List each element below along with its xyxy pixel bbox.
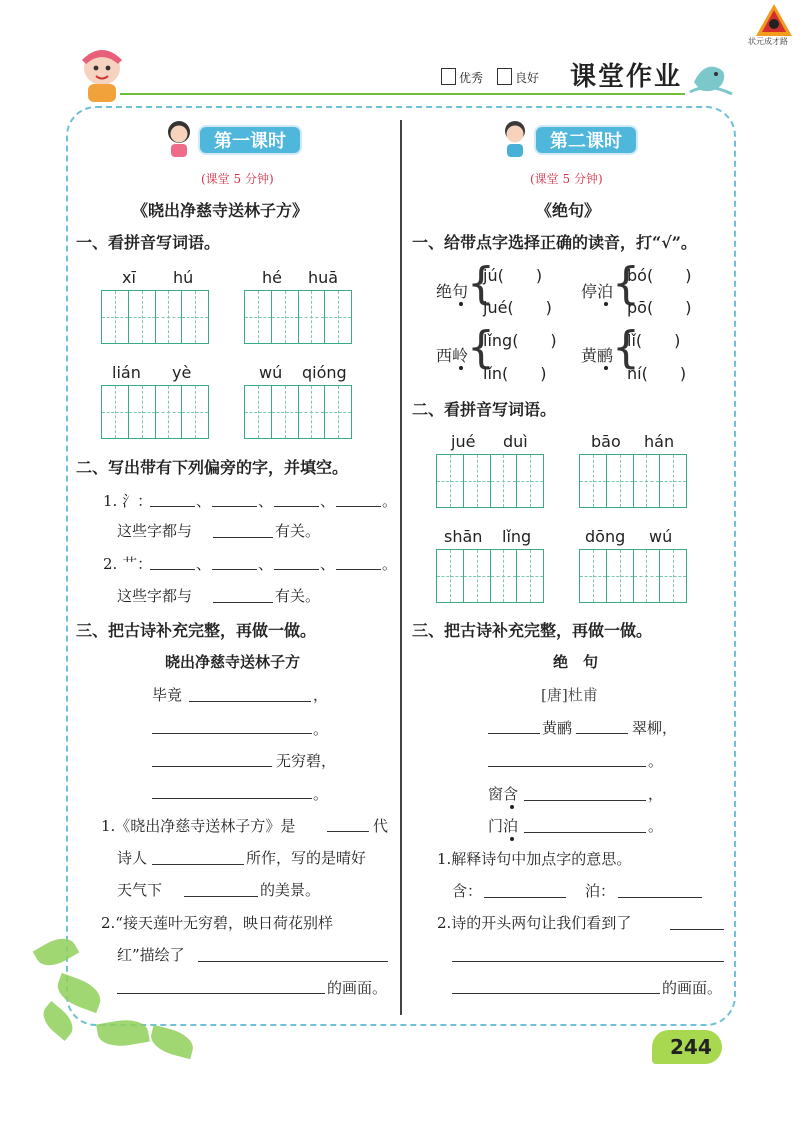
reading-option[interactable]: ní( ) [627,364,687,383]
header-title: 课堂作业 [570,62,683,92]
brace: { [612,258,640,309]
answer-line[interactable] [152,864,244,865]
subquestion-2: 的画面。 [327,979,388,997]
period: 。 [382,492,398,510]
brand-name: 状元成才路 [748,37,788,46]
time-left: (课堂 5 分钟) [201,172,274,186]
radical-item-2: 2. 艹： [103,555,153,573]
page-number: 244 [670,1035,712,1059]
answer-line[interactable] [152,733,312,734]
reading-option[interactable]: jué( ) [483,298,552,317]
answer-line[interactable] [336,506,381,507]
reading-word: 西岭 [436,346,469,365]
separator: 、 [196,555,212,573]
fill-text: 有关。 [275,587,321,605]
pinyin: wú [649,527,673,546]
answer-line[interactable] [618,897,702,898]
dragon-illustration [688,52,736,100]
pinyin: duì [503,432,528,451]
rating-good-checkbox[interactable] [497,68,512,85]
reading-option[interactable]: lǐn( ) [483,364,547,383]
fill-text: 这些字都与 [117,522,193,540]
lesson-title-left: 《晓出净慈寺送林子方》 [132,201,309,220]
pinyin: wú [259,363,283,382]
boy-avatar [498,118,532,158]
answer-line[interactable] [327,831,369,832]
reading-option[interactable]: lǐng( ) [483,331,557,350]
poem-line: 门泊 [488,817,519,835]
answer-line[interactable] [150,569,195,570]
poem-line: 窗含 [488,785,519,803]
answer-line[interactable] [213,537,273,538]
leaf-decoration [148,1025,197,1060]
pinyin: jué [451,432,476,451]
rating-excellent-checkbox[interactable] [441,68,456,85]
answer-line[interactable] [488,766,646,767]
answer-line[interactable] [117,993,325,994]
answer-line[interactable] [152,766,272,767]
emphasis-dot [604,366,608,370]
pinyin: yè [172,363,192,382]
radical-item-1: 1. 氵： [103,492,153,510]
writing-grid[interactable] [101,290,209,344]
pinyin: dōng [585,527,626,546]
lesson-badge-left: 第一课时 [198,125,302,155]
poem-line: 毕竟 [152,686,183,704]
subquestion-1: 1.解释诗句中加点字的意思。 [437,850,632,868]
separator: 、 [258,492,274,510]
right-q3-heading: 三、把古诗补充完整，再做一做。 [412,621,653,640]
rating-excellent-label: 优秀 [459,71,484,85]
right-q1-heading: 一、给带点字选择正确的读音，打“√”。 [412,233,697,252]
subquestion-2: 的画面。 [662,979,723,997]
subquestion-1: 所作，写的是晴好 [246,849,367,867]
subquestion-2: 2.诗的开头两句让我们看到了 [437,914,632,932]
separator: 、 [196,492,212,510]
header-rule [120,93,685,95]
answer-line[interactable] [150,506,195,507]
reading-word: 黄鹂 [581,346,614,365]
reading-option[interactable]: bó( ) [627,266,692,285]
subquestion-1: 诗人 [117,849,148,867]
emphasis-dot [604,302,608,306]
subquestion-1: 的美景。 [260,881,321,899]
reading-word: 停泊 [581,282,614,301]
writing-grid[interactable] [579,454,687,508]
punct: 。 [648,817,664,835]
reading-option[interactable]: pō( ) [627,298,692,317]
answer-line[interactable] [198,961,388,962]
pinyin: huā [308,268,339,287]
answer-line[interactable] [576,733,628,734]
separator: 、 [320,492,336,510]
poem-title-left: 晓出净慈寺送林子方 [165,653,301,671]
emphasis-dot [459,302,463,306]
subquestion-1: 1.《晓出净慈寺送林子方》是 [101,817,296,835]
subquestion-2: 2.“接天莲叶无穷碧，映日荷花别样 [101,914,333,932]
punct: ， [313,686,329,704]
writing-grid[interactable] [436,549,544,603]
punct: ， [648,785,664,803]
brace: { [467,258,495,309]
answer-line[interactable] [213,602,273,603]
girl-avatar [162,118,196,158]
answer-line[interactable] [212,569,257,570]
separator: 、 [258,555,274,573]
answer-line[interactable] [152,798,312,799]
emphasis-dot [510,805,514,809]
pinyin: bāo [591,432,621,451]
writing-grid[interactable] [579,549,687,603]
answer-line[interactable] [189,701,311,702]
subquestion-2: 红”描绘了 [117,946,185,964]
subquestion-1: 天气下 [117,881,163,899]
pinyin: lǐng [502,527,532,546]
answer-line[interactable] [488,733,540,734]
separator: 、 [320,555,336,573]
writing-grid[interactable] [436,454,544,508]
punct: 。 [313,785,329,803]
pinyin: lián [112,363,141,382]
period: 。 [382,555,398,573]
answer-line[interactable] [670,929,724,930]
answer-line[interactable] [452,993,660,994]
reading-word: 绝句 [436,282,469,301]
pinyin: qióng [302,363,347,382]
column-divider [400,120,402,1015]
writing-grid[interactable] [101,385,209,439]
explain-bo: 泊： [585,882,616,900]
lesson-title-right: 《绝句》 [536,201,601,220]
writing-grid[interactable] [244,290,352,344]
pinyin: hú [173,268,194,287]
poem-author: [唐]杜甫 [541,686,598,704]
pinyin: hán [644,432,675,451]
answer-line[interactable] [274,569,319,570]
pinyin: hé [262,268,282,287]
emphasis-dot [510,837,514,841]
fill-text: 有关。 [275,522,321,540]
left-q2-heading: 二、写出带有下列偏旁的字，并填空。 [76,458,349,477]
answer-line[interactable] [484,897,566,898]
fill-text: 这些字都与 [117,587,193,605]
answer-line[interactable] [274,506,319,507]
pinyin: xī [122,268,136,287]
right-q2-heading: 二、看拼音写词语。 [412,400,557,419]
brace: { [467,322,495,373]
writing-grid[interactable] [244,385,352,439]
time-right: (课堂 5 分钟) [530,172,603,186]
answer-line[interactable] [524,832,646,833]
brace: { [612,322,640,373]
poem-line: 无穷碧， [276,752,337,770]
reading-option[interactable]: lǐ( ) [627,331,681,350]
emphasis-dot [459,366,463,370]
answer-line[interactable] [184,896,258,897]
left-q3-heading: 三、把古诗补充完整，再做一做。 [76,621,317,640]
left-q1-heading: 一、看拼音写词语。 [76,233,221,252]
poem-title-right: 绝 句 [553,653,599,671]
answer-line[interactable] [524,800,646,801]
punct: 。 [313,720,329,738]
pinyin: shān [444,527,483,546]
lesson-badge-right: 第二课时 [534,125,638,155]
answer-line[interactable] [336,569,381,570]
answer-line[interactable] [452,961,724,962]
poem-line: 翠柳， [632,719,678,737]
mascot-illustration [72,42,132,104]
answer-line[interactable] [212,506,257,507]
explain-han: 含： [452,882,483,900]
poem-line: 黄鹂 [542,719,573,737]
reading-option[interactable]: jú( ) [483,266,543,285]
rating-good-label: 良好 [515,71,540,85]
subquestion-1: 代 [373,817,389,835]
punct: 。 [648,752,664,770]
